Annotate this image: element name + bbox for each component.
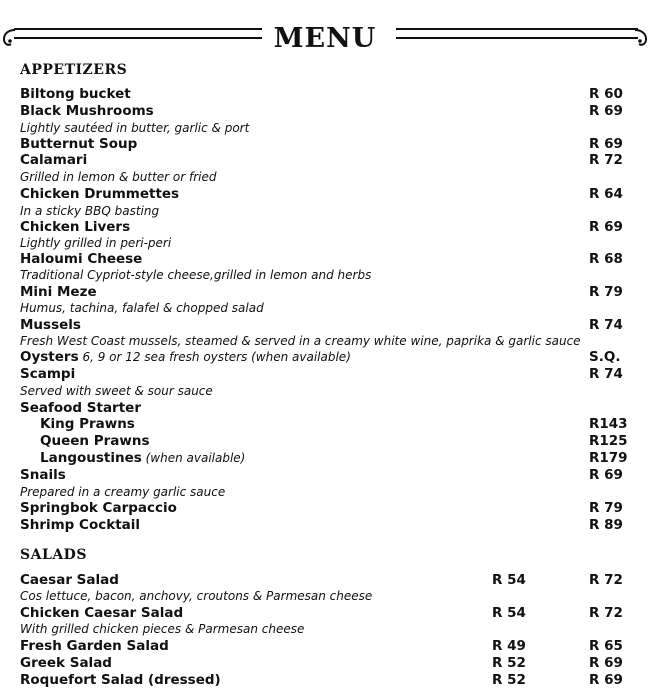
item-price: R 74 (589, 317, 623, 333)
item-name: Caesar Salad (20, 572, 119, 588)
item-name: Snails (20, 467, 66, 483)
item-price-small: R 54 (492, 572, 526, 588)
item-price: R143 (589, 416, 628, 432)
menu-item-king-prawns (20, 416, 630, 433)
item-name: Chicken Drummettes (20, 186, 180, 202)
item-price-large: R 72 (589, 572, 623, 588)
item-name: Roquefort Salad (dressed) (20, 672, 221, 688)
item-name (20, 349, 351, 366)
item-name: Black Mushrooms (20, 103, 154, 119)
menu-item-chicken-livers (20, 219, 630, 236)
item-price: R 69 (589, 219, 623, 235)
item-price: R 68 (589, 251, 623, 267)
item-description: Cos lettuce, bacon, anchovy, croutons & Parmesan cheese (20, 589, 373, 603)
item-inline-note: 6, 9 or 12 sea fresh oysters (when available) (78, 350, 351, 364)
item-price-large: R 65 (589, 638, 623, 654)
item-name: Seafood Starter (20, 400, 141, 416)
item-price: R 64 (589, 186, 623, 202)
item-price-small: R 49 (492, 638, 526, 654)
item-description: In a sticky BBQ basting (20, 204, 160, 218)
menu-item-butternut-soup (20, 136, 630, 153)
item-price: R 89 (589, 517, 623, 533)
item-description: Traditional Cypriot-style cheese,grilled in lemon and herbs (20, 268, 372, 282)
item-description: Prepared in a creamy garlic sauce (20, 485, 226, 499)
item-name: Shrimp Cocktail (20, 517, 141, 533)
item-price-large: R 69 (589, 672, 623, 688)
item-description: Fresh West Coast mussels, steamed & served in a creamy white wine, paprika & garlic sauce (20, 334, 581, 348)
appetizers-heading: APPETIZERS (20, 62, 128, 78)
item-name: Haloumi Cheese (20, 251, 143, 267)
item-description: Served with sweet & sour sauce (20, 384, 213, 398)
item-price: R125 (589, 433, 628, 449)
item-price: R 74 (589, 366, 623, 382)
item-name: King Prawns (40, 416, 135, 432)
menu-item-seafood-starter (20, 400, 630, 417)
item-name: Chicken Caesar Salad (20, 605, 184, 621)
menu-item-calamari (20, 152, 630, 169)
item-price: R 79 (589, 500, 623, 516)
item-name: Fresh Garden Salad (20, 638, 169, 654)
item-name-text: Oysters (20, 349, 79, 365)
menu-item-oysters (20, 349, 630, 366)
menu-item-springbok-carpaccio (20, 500, 630, 517)
item-price-small: R 52 (492, 672, 526, 688)
item-name: Scampi (20, 366, 76, 382)
item-price: R 69 (589, 467, 623, 483)
item-description: Humus, tachina, falafel & chopped salad (20, 301, 264, 315)
item-price-small: R 52 (492, 655, 526, 671)
menu-item-shrimp-cocktail (20, 517, 630, 534)
item-name-text: Langoustines (40, 450, 142, 466)
menu-item-roquefort-salad (20, 672, 630, 689)
menu-banner (0, 12, 650, 56)
item-price: R179 (589, 450, 628, 466)
item-name: Biltong bucket (20, 86, 131, 102)
item-name (40, 450, 245, 467)
item-price: R 72 (589, 152, 623, 168)
item-inline-note: (when available) (141, 451, 246, 465)
menu-item-snails (20, 467, 630, 484)
item-name: Greek Salad (20, 655, 112, 671)
menu-item-mussels (20, 317, 630, 334)
item-name: Springbok Carpaccio (20, 500, 177, 516)
menu-item-haloumi-cheese (20, 251, 630, 268)
item-name: Queen Prawns (40, 433, 150, 449)
item-price: R 79 (589, 284, 623, 300)
menu-item-black-mushrooms (20, 103, 630, 120)
item-price: R 69 (589, 103, 623, 119)
menu-item-chicken-caesar-salad (20, 605, 630, 622)
item-description: Grilled in lemon & butter or fried (20, 170, 217, 184)
menu-item-langoustines (20, 450, 630, 467)
item-name: Mussels (20, 317, 81, 333)
salads-heading: SALADS (20, 547, 87, 563)
menu-title: MENU (273, 23, 377, 54)
menu-item-biltong (20, 86, 630, 103)
item-name: Mini Meze (20, 284, 97, 300)
item-price-large: R 72 (589, 605, 623, 621)
item-price: R 60 (589, 86, 623, 102)
menu-item-queen-prawns (20, 433, 630, 450)
item-description: With grilled chicken pieces & Parmesan cheese (20, 622, 305, 636)
item-price: S.Q. (589, 349, 621, 365)
item-name: Butternut Soup (20, 136, 138, 152)
menu-item-greek-salad (20, 655, 630, 672)
menu-item-fresh-garden-salad (20, 638, 630, 655)
menu-item-mini-meze (20, 284, 630, 301)
item-price-small: R 54 (492, 605, 526, 621)
item-price: R 69 (589, 136, 623, 152)
item-description: Lightly grilled in peri-peri (20, 236, 172, 250)
item-name: Chicken Livers (20, 219, 131, 235)
menu-item-scampi (20, 366, 630, 383)
item-name: Calamari (20, 152, 88, 168)
menu-item-chicken-drummettes (20, 186, 630, 203)
menu-item-caesar-salad (20, 572, 630, 589)
right-scroll-ornament-icon (634, 26, 648, 50)
item-price-large: R 69 (589, 655, 623, 671)
right-decorative-rule (396, 28, 638, 39)
item-description: Lightly sautéed in butter, garlic & port (20, 121, 250, 135)
